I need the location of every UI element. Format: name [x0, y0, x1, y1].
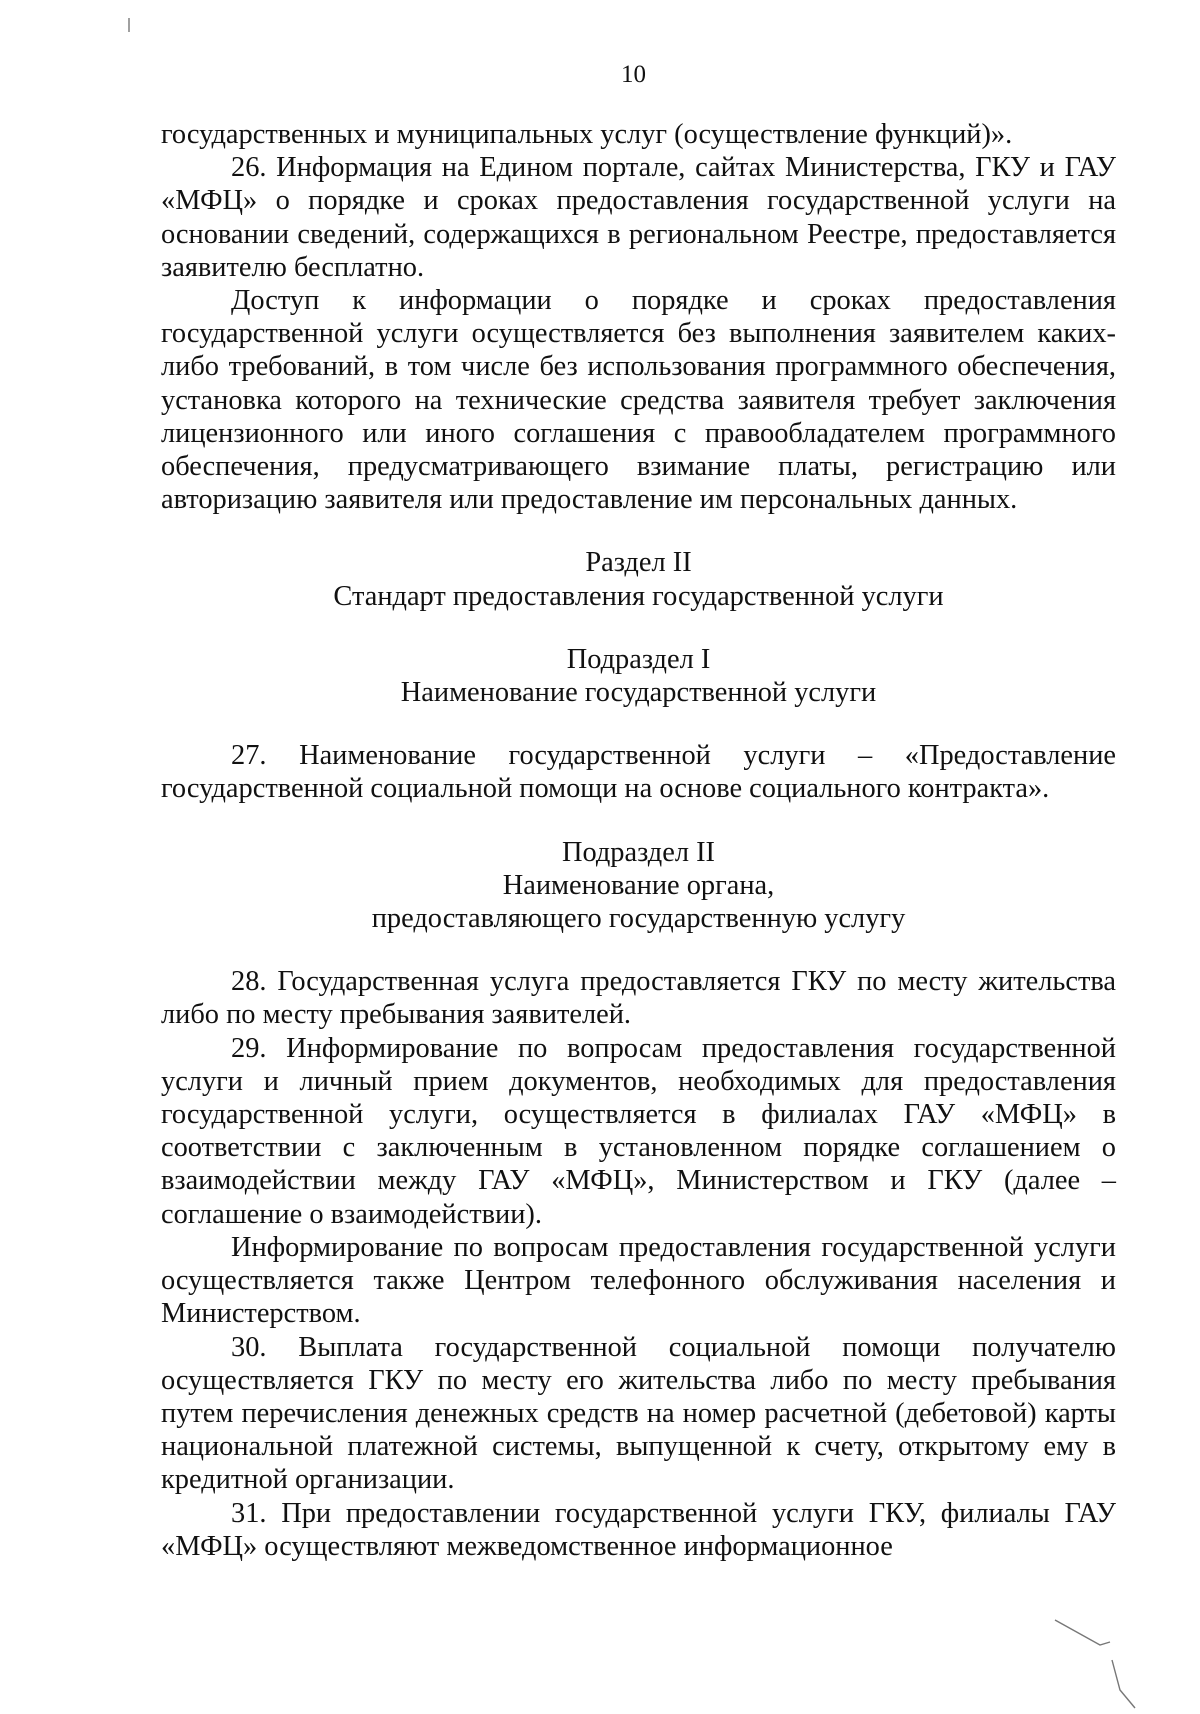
paragraph-29: 29. Информирование по вопросам предоставления государственной услуги и личный прием документов, необходимых для предоставления государственной услуги, осуществляется в филиалах ГАУ «МФЦ» в соответствии с заключенным в установленном порядке соглашением о взаимодействии между ГАУ «МФЦ», Министерством и ГКУ (далее – соглашение о взаимодействии).	[161, 1032, 1116, 1230]
subsection-2-title-line-1: Наименование органа,	[502, 869, 775, 901]
paragraph-26: 26. Информация на Едином портале, сайтах Министерства, ГКУ и ГАУ «МФЦ» о порядке и сроках предоставления государственной услуги на основании сведений, содержащихся в региональном Реестре, предоставляется заявителю бесплатно.	[161, 152, 1116, 283]
scan-mark-top-left	[126, 16, 132, 36]
section-label: Раздел II	[585, 547, 692, 579]
paragraph-27: 27. Наименование государственной услуги – «Предоставление государственной социальной помощи на основе социального контракта».	[161, 740, 1116, 805]
document-body	[161, 118, 1116, 1563]
paragraph-28: 28. Государственная услуга предоставляется ГКУ по месту жительства либо по месту пребывания заявителей.	[161, 966, 1116, 1031]
paragraph-30: 30. Выплата государственной социальной помощи получателю осуществляется ГКУ по месту его жительства либо по месту пребывания путем перечисления денежных средств на номер расчетной (дебетовой) карты национальной платежной системы, выпущенной к счету, открытому ему в кредитной организации.	[161, 1331, 1116, 1496]
page-number: 10	[621, 61, 646, 88]
paragraph-29-info: Информирование по вопросам предоставления государственной услуги осуществляется также Центром телефонного обслуживания населения и Министерством.	[161, 1231, 1116, 1330]
scan-mark-bottom-right	[1050, 1600, 1170, 1710]
subsection-2-title-line-2: предоставляющего государственную услугу	[371, 903, 906, 935]
paragraph-31: 31. При предоставлении государственной услуги ГКУ, филиалы ГАУ «МФЦ» осуществляют межведомственное информационное	[161, 1497, 1116, 1562]
subsection-1-label: Подраздел I	[566, 643, 711, 675]
paragraph-26-access: Доступ к информации о порядке и сроках предоставления государственной услуги осуществляется без выполнения заявителем каких-либо требований, в том числе без использования программного обеспечения, установка которого на технические средства заявителя требует заключения лицензионного или иного соглашения с правообладателем программного обеспечения, предусматривающего взимание платы, регистрацию или авторизацию заявителя или предоставление им персональных данных.	[161, 285, 1116, 516]
subsection-1-title: Наименование государственной услуги	[400, 677, 877, 709]
section-title: Стандарт предоставления государственной услуги	[333, 580, 944, 612]
paragraph-continuation: государственных и муниципальных услуг (осуществление функций)».	[161, 119, 1013, 150]
subsection-2-label: Подраздел II	[561, 836, 716, 868]
